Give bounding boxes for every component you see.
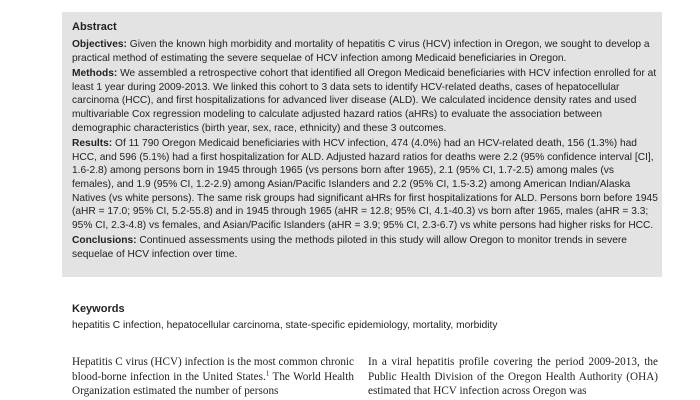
results-text: Of 11 790 Oregon Medicaid beneficiaries with HCV infection, 474 (4.0%) had an HCV-related death, 156 (1.3%) had HCC, and 596 (5.1%) had a first hospitalization for ALD. Adjusted hazard ratios for deaths were 2.2 (95% confidence interval [CI], 1.6-2.8) among persons born in 1945 through 1965 (vs persons born after 1965), 2.1 (95% CI, 1.7-2.5) among males (vs females), and 1.9 (95% CI, 1.2-2.9) among Asian/Pacific Islanders and 2.2 (95% CI, 1.5-3.2) among American Indian/Alaska Natives (vs white persons). The same risk groups had significant aHRs for first hospitalizations for ALD. Persons born before 1945 (aHR = 17.0; 95% CI, 5.2-55.8) and in 1945 through 1965 (aHR = 12.8; 95% CI, 4.1-40.3) vs born after 1965, males (aHR = 3.3; 95% CI, 2.3-4.8) vs females, and Asian/Pacific Islanders (aHR = 3.9; 95% CI, 2.3-6.7) vs white persons had higher risks for HCC. xyxy=(72,138,658,231)
keywords-heading: Keywords xyxy=(72,303,125,315)
body-right-text: In a viral hepatitis profile covering the period 2009-2013, the Public Health Division of the Oregon Health Authority (OHA) estimated that HCV infection across Oregon was xyxy=(368,356,658,398)
body-left-text-continued: The World Health Organization estimated the number of persons xyxy=(72,370,354,398)
keywords-section xyxy=(72,302,658,332)
citation-superscript: 1 xyxy=(265,368,270,377)
body-left-text: Hepatitis C virus (HCV) infection is the most common chronic blood-borne infection in the United States. xyxy=(72,356,354,383)
body-column-left xyxy=(72,355,354,399)
keywords-list: hepatitis C infection, hepatocellular carcinoma, state-specific epidemiology, mortality, morbidity xyxy=(72,320,498,331)
abstract-objectives xyxy=(72,38,658,65)
body-column-right xyxy=(368,355,658,399)
conclusions-label: Conclusions: xyxy=(72,235,137,247)
abstract-conclusions xyxy=(72,234,658,261)
objectives-label: Objectives: xyxy=(72,39,127,50)
objectives-text: Given the known high morbidity and mortality of hepatitis C virus (HCV) infection in Oregon, we sought to develop a practical method of estimating the severe sequelae of HCV infection among Medicaid beneficiaries in Oregon. xyxy=(72,39,650,64)
methods-label: Methods: xyxy=(72,68,118,80)
abstract-results xyxy=(72,137,658,232)
methods-text: We assembled a retrospective cohort that identified all Oregon Medicaid beneficiaries with HCV infection enrolled for at least 1 year during 2009-2013. We linked this cohort to 3 data sets to identify HCV-related deaths, cases of hepatocellular carcinoma (HCC), and first hospitalizations for advanced liver disease (ALD). We calculated incidence density rates and used multivariable Cox regression modeling to calculate adjusted hazard ratios (aHRs) to evaluate the association between demographic characteristics (birth year, sex, race, ethnicity) and these 3 outcomes. xyxy=(72,68,657,134)
results-label: Results: xyxy=(72,138,113,150)
conclusions-text: Continued assessments using the methods piloted in this study will allow Oregon to monitor trends in severe sequelae of HCV infection over time. xyxy=(72,235,627,260)
abstract-section xyxy=(72,20,658,264)
abstract-methods xyxy=(72,67,658,135)
abstract-heading: Abstract xyxy=(72,21,117,33)
